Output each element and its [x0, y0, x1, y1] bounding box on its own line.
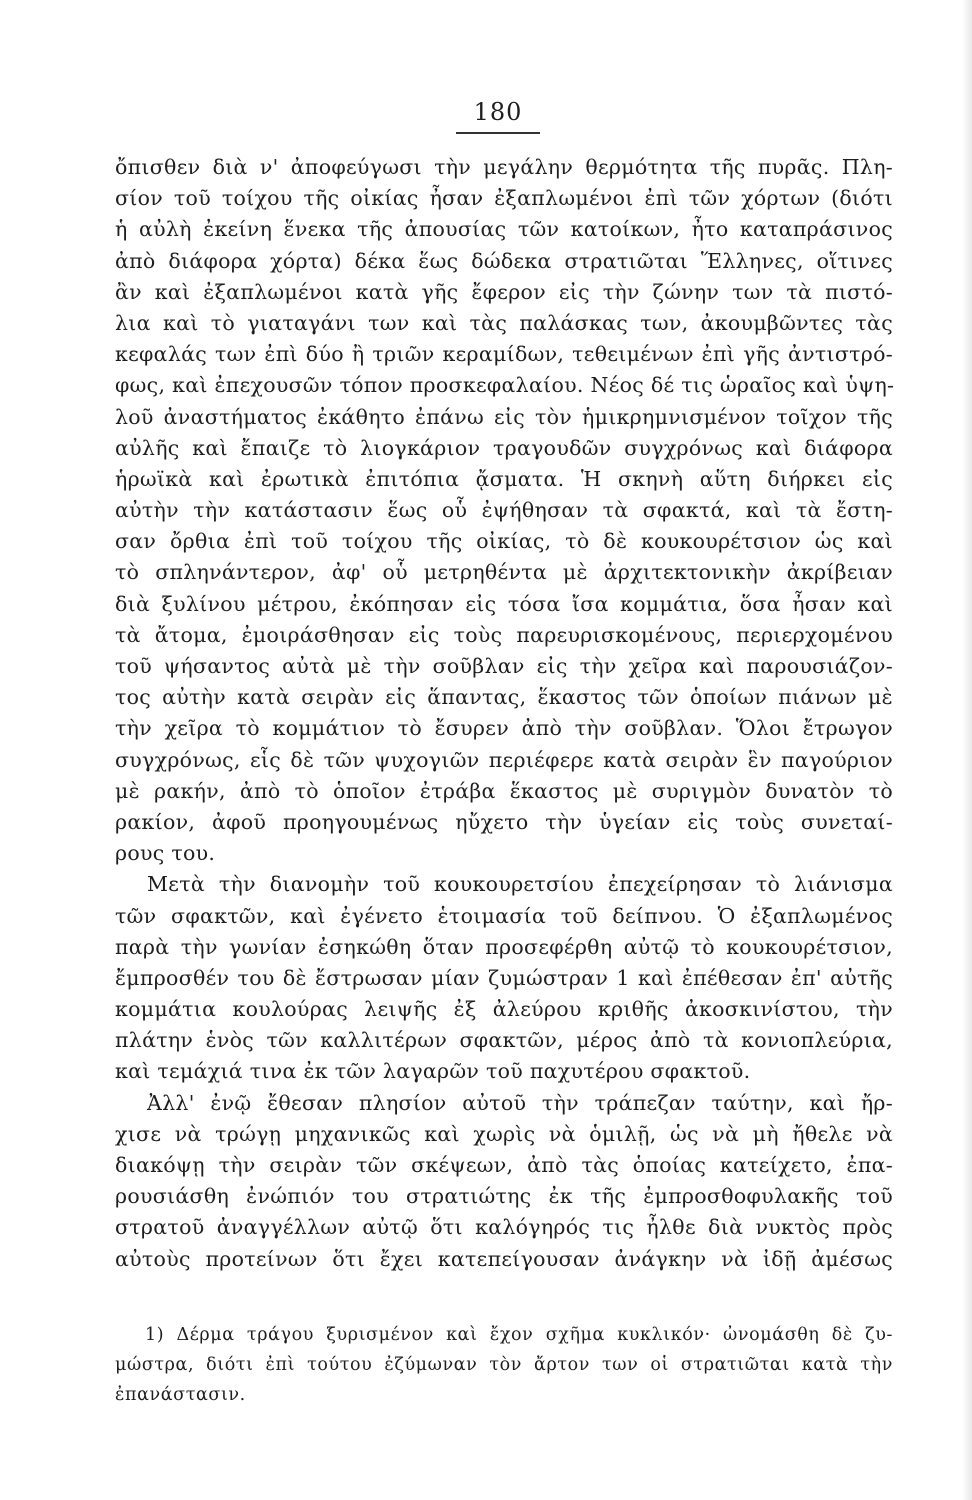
text-line: πλάτην ἑνὸς τῶν καλλιτέρων σφακτῶν, μέρος ἀπὸ τὰ κονιοπλεύρια, — [115, 1028, 893, 1053]
footnote-line: μώστρα, διότι ἐπὶ τούτου ἐζύμωναν τὸν ἄρτον των οἱ στρατιῶται κατὰ τὴν — [115, 1355, 893, 1375]
text-line: ἡ αὐλὴ ἐκείνη ἕνεκα τῆς ἀπουσίας τῶν κατοίκων, ἦτο καταπράσινος — [115, 217, 893, 242]
page-header — [456, 98, 540, 134]
text-line: συγχρόνως, εἷς δὲ τῶν ψυχογιῶν περιέφερε κατὰ σειρὰν ἓν παγούριον — [115, 747, 893, 772]
text-line: αὐλῆς καὶ ἔπαιζε τὸ λιογκάριον τραγουδῶν συγχρόνως καὶ διάφορα — [115, 435, 893, 460]
text-line: κεφαλάς των ἐπὶ δύο ἢ τριῶν κεραμίδων, τεθειμένων ἐπὶ γῆς ἀντιστρό- — [115, 342, 893, 367]
text-line: στρατοῦ ἀναγγέλλων αὐτῷ ὅτι καλόγηρός τις ἦλθε διὰ νυκτὸς πρὸς — [115, 1215, 893, 1240]
text-line: τὴν χεῖρα τὸ κομμάτιον τὸ ἔσυρεν ἀπὸ τὴν σοῦβλαν. Ὅλοι ἔτρωγον — [115, 716, 893, 741]
text-line: σίον τοῦ τοίχου τῆς οἰκίας ἦσαν ἐξαπλωμένοι ἐπὶ τῶν χόρτων (διότι — [115, 186, 893, 211]
page-number: 180 — [473, 98, 523, 126]
text-line: αὐτὴν τὴν κατάστασιν ἕως οὗ ἐψήθησαν τὰ σφακτά, καὶ τὰ ἔστη- — [115, 498, 893, 523]
text-line: ρακίον, ἀφοῦ προηγουμένως ηὔχετο τὴν ὑγείαν εἰς τοὺς συνεταί- — [115, 809, 893, 834]
text-line: κομμάτια κουλούρας λειψῆς ἐξ ἀλεύρου κριθῆς ἀκοσκινίστου, τὴν — [115, 997, 893, 1022]
text-line: τὰ ἄτομα, ἐμοιράσθησαν εἰς τοὺς παρευρισκομένους, περιερχομένου — [115, 622, 893, 647]
text-line: διακόψῃ τὴν σειρὰν τῶν σκέψεων, ἀπὸ τὰς ὁποίας κατείχετο, ἐπα- — [115, 1153, 893, 1177]
text-line: λια καὶ τὸ γιαταγάνι των καὶ τὰς παλάσκας των, ἀκουμβῶντες τὰς — [115, 310, 893, 335]
text-line: τὸ σπληνάντερον, ἀφ' οὗ μετρηθέντα μὲ ἀρχιτεκτονικὴν ἀκρίβειαν — [115, 560, 893, 585]
text-line: ἀπὸ διάφορα χόρτα) δέκα ἕως δώδεκα στρατιῶται Ἕλληνες, οἵτινες — [115, 248, 893, 273]
text-line: ἔμπροσθέν του δὲ ἔστρωσαν μίαν ζυμώστραν 1 καὶ ἐπέθεσαν ἐπ' αὐτῆς — [115, 965, 893, 990]
page-edge-shadow — [962, 0, 972, 1500]
text-line: ἡρωϊκὰ καὶ ἐρωτικὰ ἐπιτόπια ᾄσματα. Ἡ σκηνὴ αὕτη διήρκει εἰς — [115, 466, 893, 491]
text-line: λοῦ ἀναστήματος ἐκάθητο ἐπάνω εἰς τὸν ἡμικρημνισμένον τοῖχον τῆς — [115, 404, 893, 429]
text-line: ρουσιάσθη ἐνώπιόν του στρατιώτης ἐκ τῆς ἐμπροσθοφυλακῆς τοῦ — [115, 1184, 893, 1209]
text-line: φως, καὶ ἐπεχουσῶν τόπον προσκεφαλαίου. Νέος δέ τις ὡραῖος καὶ ὑψη- — [115, 373, 895, 398]
text-line: μὲ ρακήν, ἀπὸ τὸ ὁποῖον ἐτράβα ἕκαστος μὲ συριγμὸν δυνατὸν τὸ — [115, 778, 893, 803]
text-line: ἂν καὶ ἐξαπλωμένοι κατὰ γῆς ἔφερον εἰς τὴν ζώνην των τὰ πιστό- — [115, 279, 893, 304]
text-line: ρους του. — [115, 841, 216, 866]
text-line: σαν ὄρθια ἐπὶ τοῦ τοίχου τῆς οἰκίας, τὸ δὲ κουκουρέτσιον ὡς καὶ — [115, 529, 893, 554]
text-line: παρὰ τὴν γωνίαν ἐσηκώθη ὅταν προσεφέρθη αὐτῷ τὸ κουκουρέτσιον, — [115, 934, 893, 959]
footnote — [115, 1320, 893, 1410]
text-line: αὐτοὺς προτείνων ὅτι ἔχει κατεπείγουσαν ἀνάγκην νὰ ἰδῇ ἀμέσως — [115, 1246, 893, 1271]
text-line: τοῦ ψήσαντος αὐτὰ μὲ τὴν σοῦβλαν εἰς τὴν χεῖρα καὶ παρουσιάζον- — [115, 654, 893, 678]
text-line: τος αὐτὴν κατὰ σειρὰν εἰς ἅπαντας, ἕκαστος τῶν ὁποίων πιάνων μὲ — [115, 685, 893, 710]
text-line: χισε νὰ τρώγῃ μηχανικῶς καὶ χωρὶς νὰ ὁμιλῇ, ὡς νὰ μὴ ἤθελε νὰ — [115, 1121, 893, 1146]
body-text — [115, 152, 893, 1275]
text-line: τῶν σφακτῶν, καὶ ἐγένετο ἑτοιμασία τοῦ δείπνου. Ὁ ἐξαπλωμένος — [115, 903, 893, 928]
text-line: ὄπισθεν διὰ ν' ἀποφεύγωσι τὴν μεγάλην θερμότητα τῆς πυρᾶς. Πλη- — [115, 155, 893, 179]
footnote-line: ἐπανάστασιν. — [115, 1385, 246, 1405]
page-number-rule — [456, 132, 540, 134]
footnote-line: 1) Δέρμα τράγου ξυρισμένον καὶ ἔχον σχῆμα κυκλικόν· ὠνομάσθη δὲ ζυ- — [145, 1325, 893, 1345]
text-line: Ἀλλ' ἐνῷ ἔθεσαν πλησίον αὐτοῦ τὴν τράπεζαν ταύτην, καὶ ἤρ- — [147, 1090, 893, 1115]
text-line: Μετὰ τὴν διανομὴν τοῦ κουκουρετσίου ἐπεχείρησαν τὸ λιάνισμα — [147, 872, 893, 897]
text-line: διὰ ξυλίνου μέτρου, ἐκόπησαν εἰς τόσα ἴσα κομμάτια, ὅσα ἦσαν καὶ — [115, 591, 893, 616]
text-line: καὶ τεμάχιά τινα ἐκ τῶν λαγαρῶν τοῦ παχυτέρου σφακτοῦ. — [115, 1059, 751, 1084]
